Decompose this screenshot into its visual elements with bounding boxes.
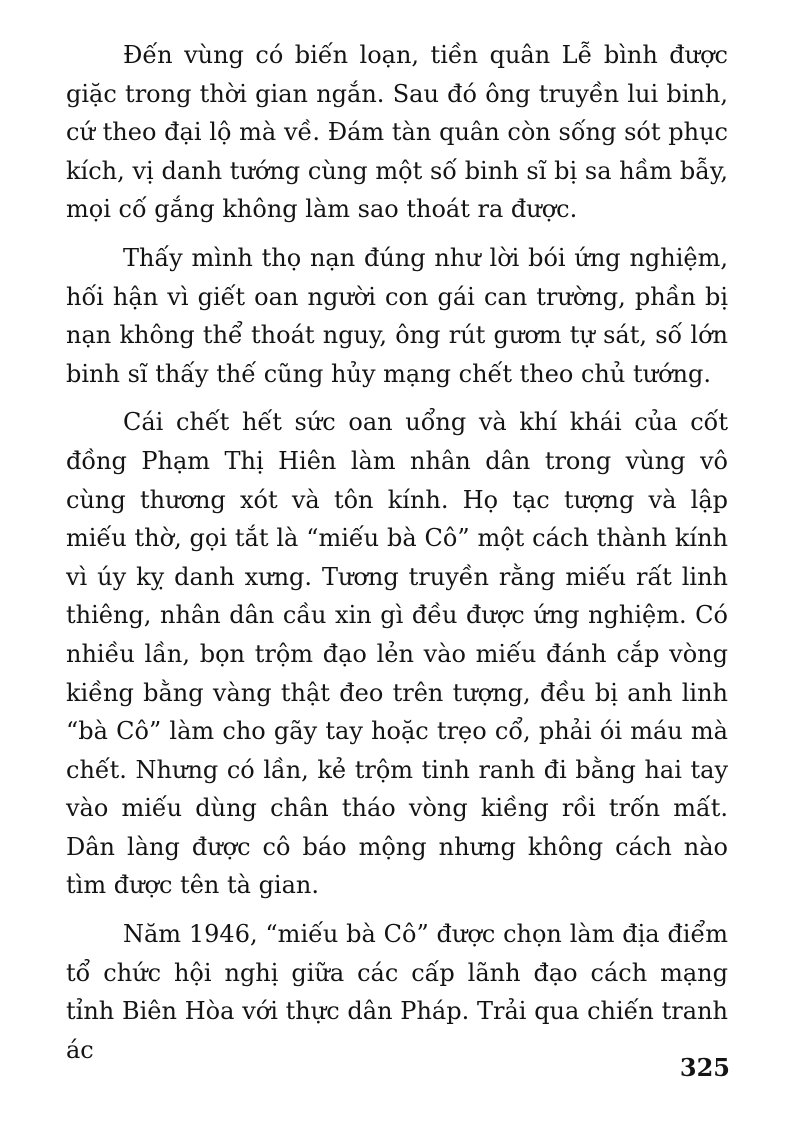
paragraph: Đến vùng có biến loạn, tiền quân Lễ bình được giặc trong thời gian ngắn. Sau đó ông truyền lui binh, cứ theo đại lộ mà về. Đám tàn quân còn sống sót phục kích, vị danh tướng cùng một số binh sĩ bị sa hầm bẫy, mọi cố gắng không làm sao thoát ra được. [66,41,728,224]
paragraph: Năm 1946, “miếu bà Cô” được chọn làm địa điểm tổ chức hội nghị giữa các cấp lãnh đạo cách mạng tỉnh Biên Hòa với thực dân Pháp. Trải qua chiến tranh ác [66,920,728,1064]
page-number: 325 [679,1053,730,1082]
body-text [66,36,728,1079]
paragraph: Cái chết hết sức oan uổng và khí khái của cốt đồng Phạm Thị Hiên làm nhân dân trong vùng vô cùng thương xót và tôn kính. Họ tạc tượng và lập miếu thờ, gọi tắt là “miếu bà Cô” một cách thành kính vì úy kỵ danh xưng. Tương truyền rằng miếu rất linh thiêng, nhân dân cầu xin gì đều được ứng nghiệm. Có nhiều lần, bọn trộm đạo lẻn vào miếu đánh cắp vòng kiềng bằng vàng thật đeo trên tượng, đều bị anh linh “bà Cô” làm cho gãy tay hoặc trẹo cổ, phải ói máu mà chết. Nhưng có lần, kẻ trộm tinh ranh đi bằng hai tay vào miếu dùng chân tháo vòng kiềng rồi trốn mất. Dân làng được cô báo mộng nhưng không cách nào tìm được tên tà gian. [66,408,728,900]
paragraph: Thấy mình thọ nạn đúng như lời bói ứng nghiệm, hối hận vì giết oan người con gái can trường, phần bị nạn không thể thoát nguy, ông rút gươm tự sát, số lớn binh sĩ thấy thế cũng hủy mạng chết theo chủ tướng. [66,243,728,388]
